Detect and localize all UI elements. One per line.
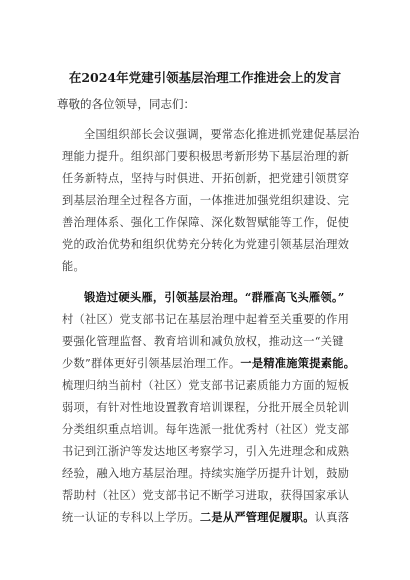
- paragraph-line: 帮助村（社区）党支部书记不断学习进取，获得国家承认: [62, 489, 350, 502]
- paragraph-line: [62, 355, 355, 371]
- paragraph-text: 少数”群体更好引领基层治理工作。: [62, 357, 241, 370]
- paragraph-line: [62, 509, 349, 525]
- paragraph-line: 村（社区）党支部书记在基层治理中起着至关重要的作用: [62, 313, 350, 326]
- section-heading: 锻造过硬头雁，引领基层治理。: [84, 290, 245, 304]
- paragraph-text: 认真落: [314, 511, 350, 524]
- paragraph-line: 党的政治优势和组织优势充分转化为党建引领基层治理效: [62, 238, 350, 251]
- paragraph-line: 善治理体系、强化工作保障、深化数智赋能等工作，促使: [62, 216, 350, 229]
- paragraph-line: 分类组织重点培训。每年选派一批优秀村（社区）党支部: [62, 423, 350, 436]
- salutation: 尊敬的各位领导，同志们：: [57, 97, 195, 111]
- paragraph-line: 经验，融入地方基层治理。持续实施学历提升计划，鼓励: [62, 467, 350, 480]
- paragraph-line: 梳理归纳当前村（社区）党支部书记素质能力方面的短板: [62, 379, 350, 392]
- paragraph-line: 书记到江浙沪等发达地区考察学习，引入先进理念和成熟: [62, 445, 350, 458]
- subheading-2: 二是从严管理促履职。: [199, 510, 315, 524]
- paragraph-line: 全国组织部长会议强调，要常态化推进抓党建促基层治: [84, 128, 360, 141]
- subheading-1: 一是精准施策提素能。: [240, 356, 356, 370]
- paragraph-line: 能。: [62, 260, 85, 273]
- paragraph-line: 弱项，有针对性地设置教育培训课程，分批开展全员轮训: [62, 401, 350, 414]
- paragraph-line: 到基层治理全过程各方面，一体推进加强党组织建设、完: [62, 194, 350, 207]
- paragraph-line: 要强化管理监督、教育培训和减负放权，推动这一“关键: [62, 335, 344, 348]
- quote-text: “群雁高飞头雁领。”: [244, 290, 345, 304]
- paragraph-line: 任务新特点，坚持与时俱进、开拓创新，把党建引领贯穿: [62, 172, 350, 185]
- paragraph-line: [84, 289, 345, 305]
- paragraph-line: 理能力提升。组织部门要积极思考新形势下基层治理的新: [62, 150, 350, 163]
- paragraph-text: 统一认证的专科以上学历。: [62, 511, 200, 524]
- document-title: 在2024年党建引领基层治理工作推进会上的发言: [68, 70, 342, 85]
